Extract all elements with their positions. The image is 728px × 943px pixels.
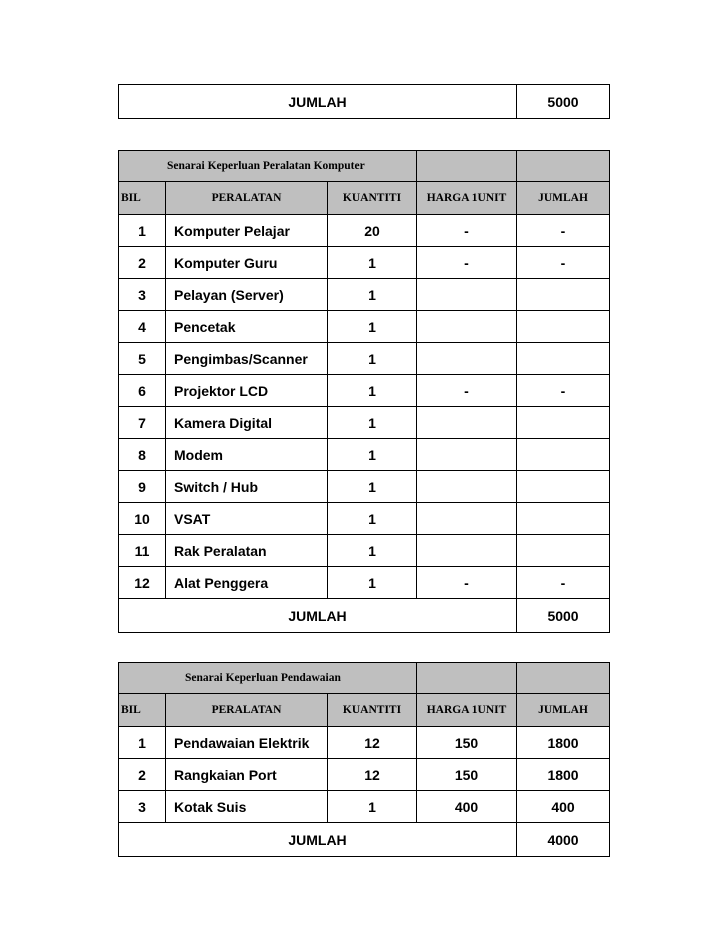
header-jumlah: JUMLAH	[517, 694, 610, 727]
cell-peralatan: Pencetak	[166, 311, 328, 343]
cell-jumlah: -	[517, 247, 610, 279]
cell-kuantiti: 1	[328, 247, 417, 279]
cell-bil: 3	[119, 279, 166, 311]
komputer-table-title: Senarai Keperluan Peralatan Komputer	[119, 151, 417, 182]
cell-kuantiti: 1	[328, 791, 417, 823]
header-kuantiti: KUANTITI	[328, 182, 417, 215]
cell-harga	[417, 503, 517, 535]
cell-harga	[417, 439, 517, 471]
cell-harga: -	[417, 567, 517, 599]
header-bil: BIL	[119, 694, 166, 727]
pendawaian-title-blank-harga	[417, 663, 517, 694]
cell-bil: 2	[119, 247, 166, 279]
cell-jumlah	[517, 471, 610, 503]
cell-harga	[417, 311, 517, 343]
pendawaian-total-value: 4000	[517, 823, 610, 857]
cell-harga: -	[417, 215, 517, 247]
cell-bil: 1	[119, 215, 166, 247]
cell-bil: 9	[119, 471, 166, 503]
cell-peralatan: Modem	[166, 439, 328, 471]
cell-bil: 12	[119, 567, 166, 599]
cell-kuantiti: 20	[328, 215, 417, 247]
table-row	[119, 759, 610, 791]
header-peralatan: PERALATAN	[166, 182, 328, 215]
cell-jumlah: 1800	[517, 727, 610, 759]
pendawaian-title-blank-jumlah	[517, 663, 610, 694]
cell-jumlah	[517, 535, 610, 567]
cell-peralatan: Kamera Digital	[166, 407, 328, 439]
komputer-total-value: 5000	[517, 599, 610, 633]
cell-peralatan: Pelayan (Server)	[166, 279, 328, 311]
top-total-value: 5000	[517, 85, 610, 119]
cell-peralatan: Kotak Suis	[166, 791, 328, 823]
cell-kuantiti: 1	[328, 439, 417, 471]
cell-kuantiti: 1	[328, 279, 417, 311]
header-kuantiti: KUANTITI	[328, 694, 417, 727]
komputer-total-label: JUMLAH	[119, 599, 517, 633]
table-row	[119, 311, 610, 343]
table-row	[119, 503, 610, 535]
cell-kuantiti: 1	[328, 471, 417, 503]
header-harga: HARGA 1UNIT	[417, 694, 517, 727]
cell-bil: 11	[119, 535, 166, 567]
cell-kuantiti: 1	[328, 503, 417, 535]
cell-kuantiti: 1	[328, 407, 417, 439]
cell-kuantiti: 1	[328, 567, 417, 599]
komputer-table	[118, 150, 610, 633]
komputer-title-blank-jumlah	[517, 151, 610, 182]
table-row	[119, 439, 610, 471]
table-row	[119, 375, 610, 407]
cell-kuantiti: 12	[328, 759, 417, 791]
cell-peralatan: Pengimbas/Scanner	[166, 343, 328, 375]
table-row	[119, 215, 610, 247]
cell-peralatan: Rak Peralatan	[166, 535, 328, 567]
cell-bil: 1	[119, 727, 166, 759]
cell-jumlah	[517, 343, 610, 375]
cell-bil: 4	[119, 311, 166, 343]
cell-harga: -	[417, 247, 517, 279]
table-row	[119, 727, 610, 759]
cell-peralatan: VSAT	[166, 503, 328, 535]
cell-bil: 7	[119, 407, 166, 439]
cell-jumlah	[517, 279, 610, 311]
pendawaian-total-label: JUMLAH	[119, 823, 517, 857]
pendawaian-rows	[119, 727, 610, 823]
cell-peralatan: Switch / Hub	[166, 471, 328, 503]
table-row	[119, 343, 610, 375]
cell-harga	[417, 407, 517, 439]
cell-jumlah	[517, 439, 610, 471]
cell-bil: 6	[119, 375, 166, 407]
header-jumlah: JUMLAH	[517, 182, 610, 215]
pendawaian-table-title: Senarai Keperluan Pendawaian	[119, 663, 417, 694]
cell-jumlah	[517, 503, 610, 535]
cell-harga: 150	[417, 727, 517, 759]
cell-harga	[417, 343, 517, 375]
cell-kuantiti: 1	[328, 375, 417, 407]
cell-peralatan: Alat Penggera	[166, 567, 328, 599]
header-harga: HARGA 1UNIT	[417, 182, 517, 215]
cell-bil: 8	[119, 439, 166, 471]
cell-harga	[417, 471, 517, 503]
cell-jumlah: -	[517, 215, 610, 247]
table-row	[119, 247, 610, 279]
cell-harga	[417, 535, 517, 567]
cell-jumlah: 1800	[517, 759, 610, 791]
cell-peralatan: Rangkaian Port	[166, 759, 328, 791]
cell-jumlah	[517, 407, 610, 439]
komputer-title-blank-harga	[417, 151, 517, 182]
table-row	[119, 471, 610, 503]
cell-bil: 10	[119, 503, 166, 535]
pendawaian-table	[118, 662, 610, 857]
cell-kuantiti: 1	[328, 311, 417, 343]
table-row	[119, 791, 610, 823]
cell-peralatan: Pendawaian Elektrik	[166, 727, 328, 759]
cell-peralatan: Komputer Pelajar	[166, 215, 328, 247]
cell-kuantiti: 12	[328, 727, 417, 759]
cell-jumlah: -	[517, 567, 610, 599]
cell-peralatan: Komputer Guru	[166, 247, 328, 279]
komputer-rows	[119, 215, 610, 599]
cell-bil: 5	[119, 343, 166, 375]
table-row	[119, 407, 610, 439]
cell-harga: 400	[417, 791, 517, 823]
cell-kuantiti: 1	[328, 535, 417, 567]
cell-bil: 2	[119, 759, 166, 791]
top-total-table	[118, 84, 610, 119]
cell-kuantiti: 1	[328, 343, 417, 375]
header-bil: BIL	[119, 182, 166, 215]
table-row	[119, 279, 610, 311]
table-row	[119, 567, 610, 599]
cell-harga: -	[417, 375, 517, 407]
cell-jumlah: -	[517, 375, 610, 407]
cell-peralatan: Projektor LCD	[166, 375, 328, 407]
table-row	[119, 535, 610, 567]
cell-bil: 3	[119, 791, 166, 823]
header-peralatan: PERALATAN	[166, 694, 328, 727]
cell-harga	[417, 279, 517, 311]
top-total-label: JUMLAH	[119, 85, 517, 119]
cell-harga: 150	[417, 759, 517, 791]
cell-jumlah: 400	[517, 791, 610, 823]
cell-jumlah	[517, 311, 610, 343]
